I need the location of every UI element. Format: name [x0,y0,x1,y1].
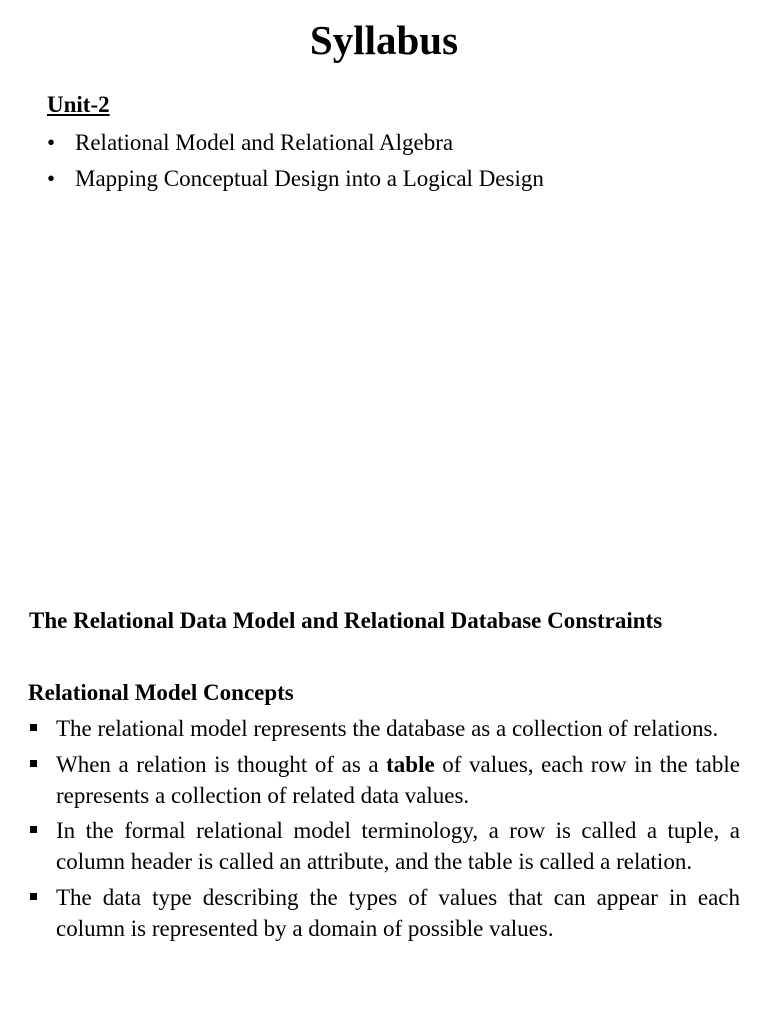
section-heading: The Relational Data Model and Relational Database Constraints [29,608,663,633]
list-item [28,749,740,811]
list-item [47,125,544,161]
list-item-text: In the formal relational model terminology, a row is called a tuple, a column header is called an attribute, and the table is called a relation. [56,818,740,874]
list-item [28,713,740,744]
bullet-icon: • [47,130,56,155]
list-item-text-after: of values, each row in the table represents a collection of related data values. [56,751,740,808]
list-item-text: Mapping Conceptual Design into a Logical Design [75,166,544,191]
page-title: Syllabus [309,17,459,63]
list-item [28,882,740,944]
square-bullet-icon [30,724,37,731]
list-item-text-before: When a relation is thought of as a [56,751,387,777]
square-bullet-icon [30,826,37,833]
list-item-text: Relational Model and Relational Algebra [75,130,454,155]
list-item [47,161,544,197]
unit-heading: Unit-2 [47,92,110,117]
concept-list [28,713,740,948]
list-item-text: The data type describing the types of values that can appear in each column is represented by a domain of possible values. [56,884,740,941]
list-item-text: The relational model represents the database as a collection of relations. [56,716,719,741]
square-bullet-icon [30,893,37,900]
square-bullet-icon [30,760,37,767]
list-item [28,815,740,877]
syllabus-list [47,125,544,197]
emphasis-table: table [386,751,435,777]
bullet-icon: • [47,166,56,191]
subsection-heading: Relational Model Concepts [28,680,294,705]
